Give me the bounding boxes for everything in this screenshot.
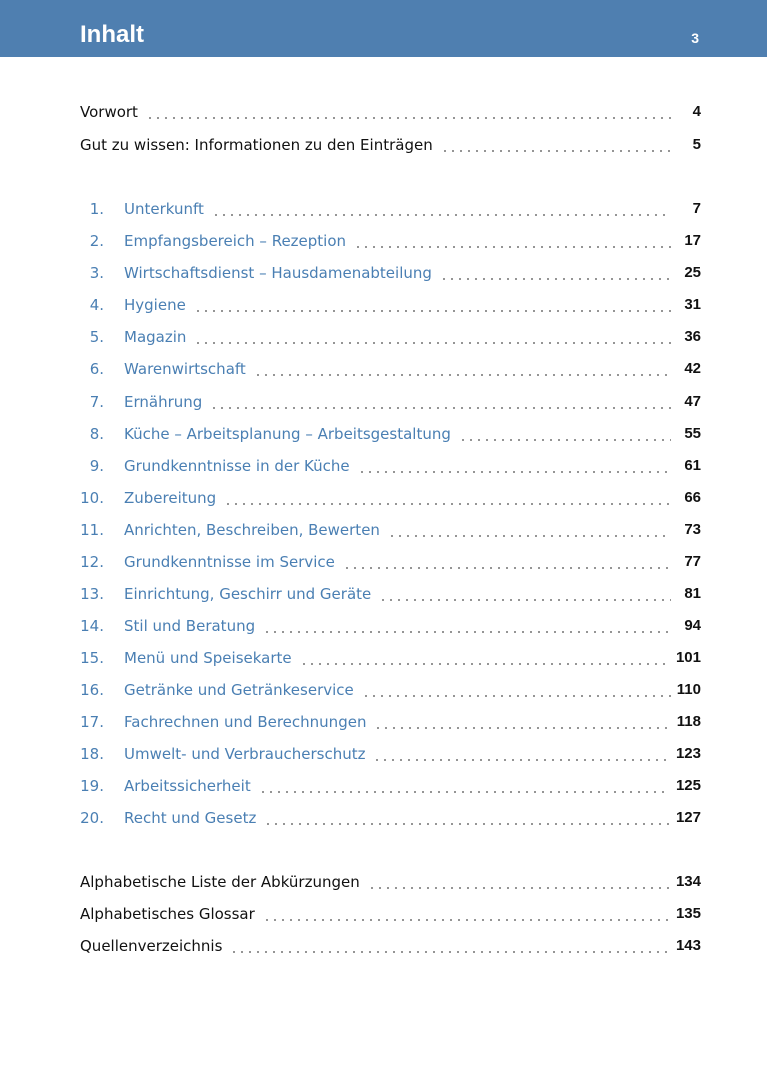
chapter-number: 15.	[80, 649, 104, 667]
toc-entry-label: Küche – Arbeitsplanung – Arbeitsgestaltung	[124, 425, 451, 443]
toc-chapter-16[interactable]	[80, 679, 701, 701]
dot-leader	[459, 423, 671, 445]
dot-leader	[264, 807, 670, 829]
toc-entry-page: 118	[676, 713, 701, 730]
dot-leader	[368, 871, 670, 893]
dot-leader	[146, 101, 671, 123]
toc-entry-quellenverzeichnis[interactable]	[80, 935, 701, 957]
toc-entry-label: Magazin	[124, 328, 187, 346]
toc-entry-label: Gut zu wissen: Informationen zu den Einträgen	[80, 136, 433, 154]
toc-entry-label: Hygiene	[124, 296, 186, 314]
dot-leader	[441, 134, 671, 156]
toc-chapter-19[interactable]	[80, 775, 701, 797]
toc-entry-page: 17	[684, 232, 701, 249]
toc-entry-page: 101	[675, 649, 701, 666]
toc-entry-page: 127	[675, 809, 701, 826]
dot-leader	[194, 326, 671, 348]
dot-leader	[388, 519, 671, 541]
chapter-number: 7.	[89, 393, 104, 411]
chapter-number: 12.	[80, 553, 104, 571]
toc-chapter-15[interactable]	[80, 647, 701, 669]
toc-entry-label: Vorwort	[80, 103, 138, 121]
toc-entry-vorwort[interactable]	[80, 101, 701, 123]
toc-entry-page: 25	[684, 264, 701, 281]
toc-entry-abkuerzungen[interactable]	[80, 871, 701, 893]
toc-entry-page: 55	[684, 425, 701, 442]
toc-entry-label: Wirtschaftsdienst – Hausdamenabteilung	[124, 264, 432, 282]
dot-leader	[194, 294, 671, 316]
chapter-number: 6.	[89, 360, 104, 378]
toc-chapter-4[interactable]	[80, 294, 701, 316]
toc-entry-label: Grundkenntnisse in der Küche	[124, 457, 350, 475]
toc-entry-label: Getränke und Getränkeservice	[124, 681, 354, 699]
toc-entry-label: Alphabetisches Glossar	[80, 905, 255, 923]
dot-leader	[379, 583, 671, 605]
page-header	[0, 0, 767, 57]
dot-leader	[343, 551, 671, 573]
toc-chapter-10[interactable]	[80, 487, 701, 509]
chapter-number: 2.	[89, 232, 104, 250]
toc-chapter-9[interactable]	[80, 455, 701, 477]
dot-leader	[230, 935, 670, 957]
toc-chapter-17[interactable]	[80, 711, 701, 733]
dot-leader	[354, 230, 671, 252]
dot-leader	[263, 615, 671, 637]
toc-entry-page: 77	[684, 553, 701, 570]
dot-leader	[259, 775, 670, 797]
toc-entry-page: 47	[684, 393, 701, 410]
toc-entry-page: 123	[675, 745, 701, 762]
toc-entry-label: Alphabetische Liste der Abkürzungen	[80, 873, 360, 891]
chapter-number: 8.	[89, 425, 104, 443]
toc-entry-page: 135	[675, 905, 701, 922]
toc-entry-label: Grundkenntnisse im Service	[124, 553, 335, 571]
toc-entry-label: Umwelt- und Verbraucherschutz	[124, 745, 366, 763]
toc-entry-label: Unterkunft	[124, 200, 204, 218]
toc-entry-page: 31	[684, 296, 701, 313]
toc-entry-page: 73	[684, 521, 701, 538]
toc-entry-page: 61	[684, 457, 701, 474]
toc-entry-glossar[interactable]	[80, 903, 701, 925]
chapter-number: 18.	[80, 745, 104, 763]
toc-entry-page: 7	[692, 200, 701, 217]
toc-entry-label: Fachrechnen und Berechnungen	[124, 713, 367, 731]
dot-leader	[212, 198, 671, 220]
toc-chapter-11[interactable]	[80, 519, 701, 541]
toc-entry-page: 5	[692, 136, 701, 153]
dot-leader	[300, 647, 670, 669]
toc-entry-label: Menü und Speisekarte	[124, 649, 292, 667]
toc-chapter-3[interactable]	[80, 262, 701, 284]
toc-entry-label: Arbeitssicherheit	[124, 777, 251, 795]
toc-entry-page: 94	[684, 617, 701, 634]
chapter-number: 4.	[89, 296, 104, 314]
dot-leader	[374, 711, 670, 733]
chapter-number: 13.	[80, 585, 104, 603]
toc-entry-page: 36	[684, 328, 701, 345]
toc-chapter-18[interactable]	[80, 743, 701, 765]
dot-leader	[362, 679, 671, 701]
dot-leader	[254, 358, 671, 380]
toc-entry-label: Warenwirtschaft	[124, 360, 246, 378]
toc-entry-gut-zu-wissen[interactable]	[80, 134, 701, 156]
dot-leader	[224, 487, 671, 509]
page-number: 3	[691, 30, 699, 46]
dot-leader	[263, 903, 670, 925]
chapter-number: 1.	[89, 200, 104, 218]
toc-chapter-5[interactable]	[80, 326, 701, 348]
toc-chapter-7[interactable]	[80, 391, 701, 413]
chapter-number: 9.	[89, 457, 104, 475]
toc-entry-label: Recht und Gesetz	[124, 809, 257, 827]
toc-entry-page: 143	[675, 937, 701, 954]
dot-leader	[358, 455, 671, 477]
toc-entry-label: Zubereitung	[124, 489, 217, 507]
toc-chapter-14[interactable]	[80, 615, 701, 637]
toc-entry-label: Quellenverzeichnis	[80, 937, 223, 955]
chapter-number: 5.	[89, 328, 104, 346]
chapter-number: 10.	[80, 489, 104, 507]
toc-entry-page: 81	[684, 585, 701, 602]
chapter-number: 14.	[80, 617, 104, 635]
chapter-number: 16.	[80, 681, 104, 699]
dot-leader	[373, 743, 669, 765]
chapter-number: 20.	[80, 809, 104, 827]
chapter-number: 11.	[80, 521, 104, 539]
chapter-number: 19.	[80, 777, 104, 795]
toc-entry-label: Ernährung	[124, 393, 203, 411]
chapter-number: 17.	[80, 713, 104, 731]
toc-entry-page: 110	[676, 681, 701, 698]
toc-chapter-2[interactable]	[80, 230, 701, 252]
toc-chapter-1[interactable]	[80, 198, 701, 220]
toc-chapter-6[interactable]	[80, 358, 701, 380]
toc-entry-label: Empfangsbereich – Rezeption	[124, 232, 347, 250]
toc-entry-page: 42	[684, 360, 701, 377]
toc-entry-label: Stil und Beratung	[124, 617, 256, 635]
toc-entry-page: 66	[684, 489, 701, 506]
dot-leader	[210, 391, 671, 413]
toc-entry-page: 4	[692, 103, 701, 120]
toc-entry-page: 125	[675, 777, 701, 794]
toc-entry-label: Anrichten, Beschreiben, Bewerten	[124, 521, 380, 539]
page-title: Inhalt	[80, 21, 144, 48]
toc-chapter-20[interactable]	[80, 807, 701, 829]
dot-leader	[440, 262, 671, 284]
toc-chapter-12[interactable]	[80, 551, 701, 573]
toc-entry-page: 134	[675, 873, 701, 890]
toc-entry-label: Einrichtung, Geschirr und Geräte	[124, 585, 372, 603]
chapter-number: 3.	[89, 264, 104, 282]
toc-chapter-13[interactable]	[80, 583, 701, 605]
toc-chapter-8[interactable]	[80, 423, 701, 445]
